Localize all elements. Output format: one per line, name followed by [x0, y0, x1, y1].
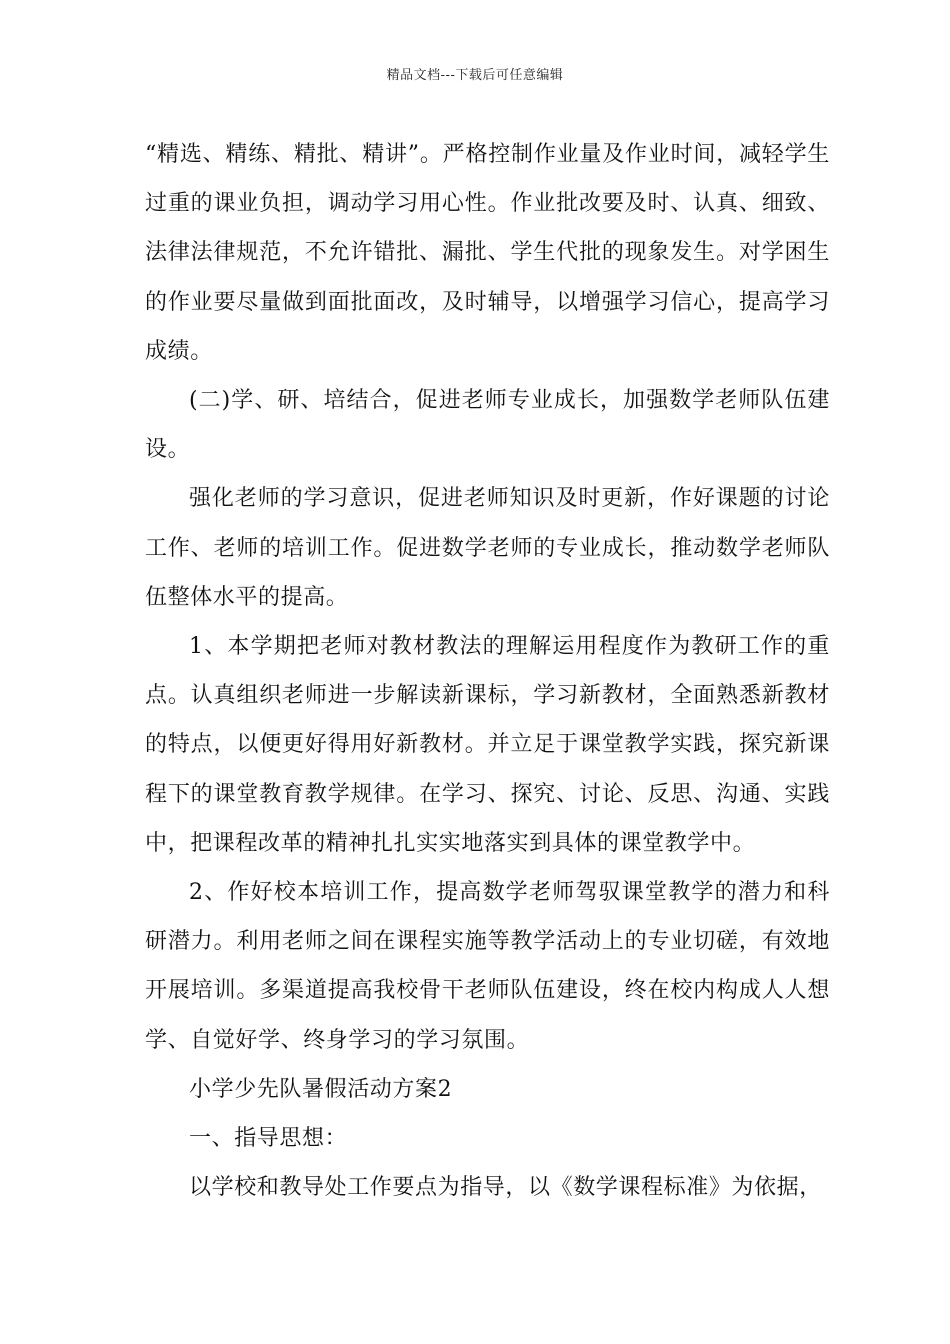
paragraph-teacher-learning: 强化老师的学习意识，促进老师知识及时更新，作好课题的讨论工作、老师的培训工作。促进数学老师的专业成长，推动数学老师队伍整体水平的提高。: [145, 486, 830, 610]
paragraph-item-2: 2、作好校本培训工作，提高数学老师驾驭课堂教学的潜力和科研潜力。利用老师之间在课程实施等教学活动上的专业切磋，有效地开展培训。多渠道提高我校骨干老师队伍建设，终在校内构成人人想学、自觉好学、终身学习的学习氛围。: [145, 880, 830, 1053]
subsection-title-guiding-ideology: 一、指导思想：: [189, 1126, 348, 1152]
paragraph-homework: “精选、精练、精批、精讲”。严格控制作业量及作业时间，减轻学生过重的课业负担，调动学习用心性。作业批改要及时、认真、细致、法律法律规范，不允许错批、漏批、学生代批的现象发生。对学困生的作业要尽量做到面批面改，及时辅导，以增强学习信心，提高学习成绩。: [145, 142, 830, 364]
paragraph-guiding-ideology: 以学校和教导处工作要点为指导，以《数学课程标准》为依据，: [189, 1175, 822, 1201]
document-body: [145, 130, 830, 1212]
paragraph-section-two-heading: (二)学、研、培结合，促进老师专业成长，加强数学老师队伍建设。: [145, 388, 830, 463]
page-header: 精品文档---下载后可任意编辑: [386, 68, 564, 83]
paragraph-item-1: 1、本学期把老师对教材教法的理解运用程度作为教研工作的重点。认真组织老师进一步解读新课标，学习新教材，全面熟悉新教材的特点，以便更好得用好新教材。并立足于课堂教学实践，探究新课程下的课堂教育教学规律。在学习、探究、讨论、反思、沟通、实践中，把课程改革的精神扎扎实实地落实到具体的课堂教学中。: [145, 634, 830, 856]
section-title: 小学少先队暑假活动方案2: [189, 1076, 453, 1102]
